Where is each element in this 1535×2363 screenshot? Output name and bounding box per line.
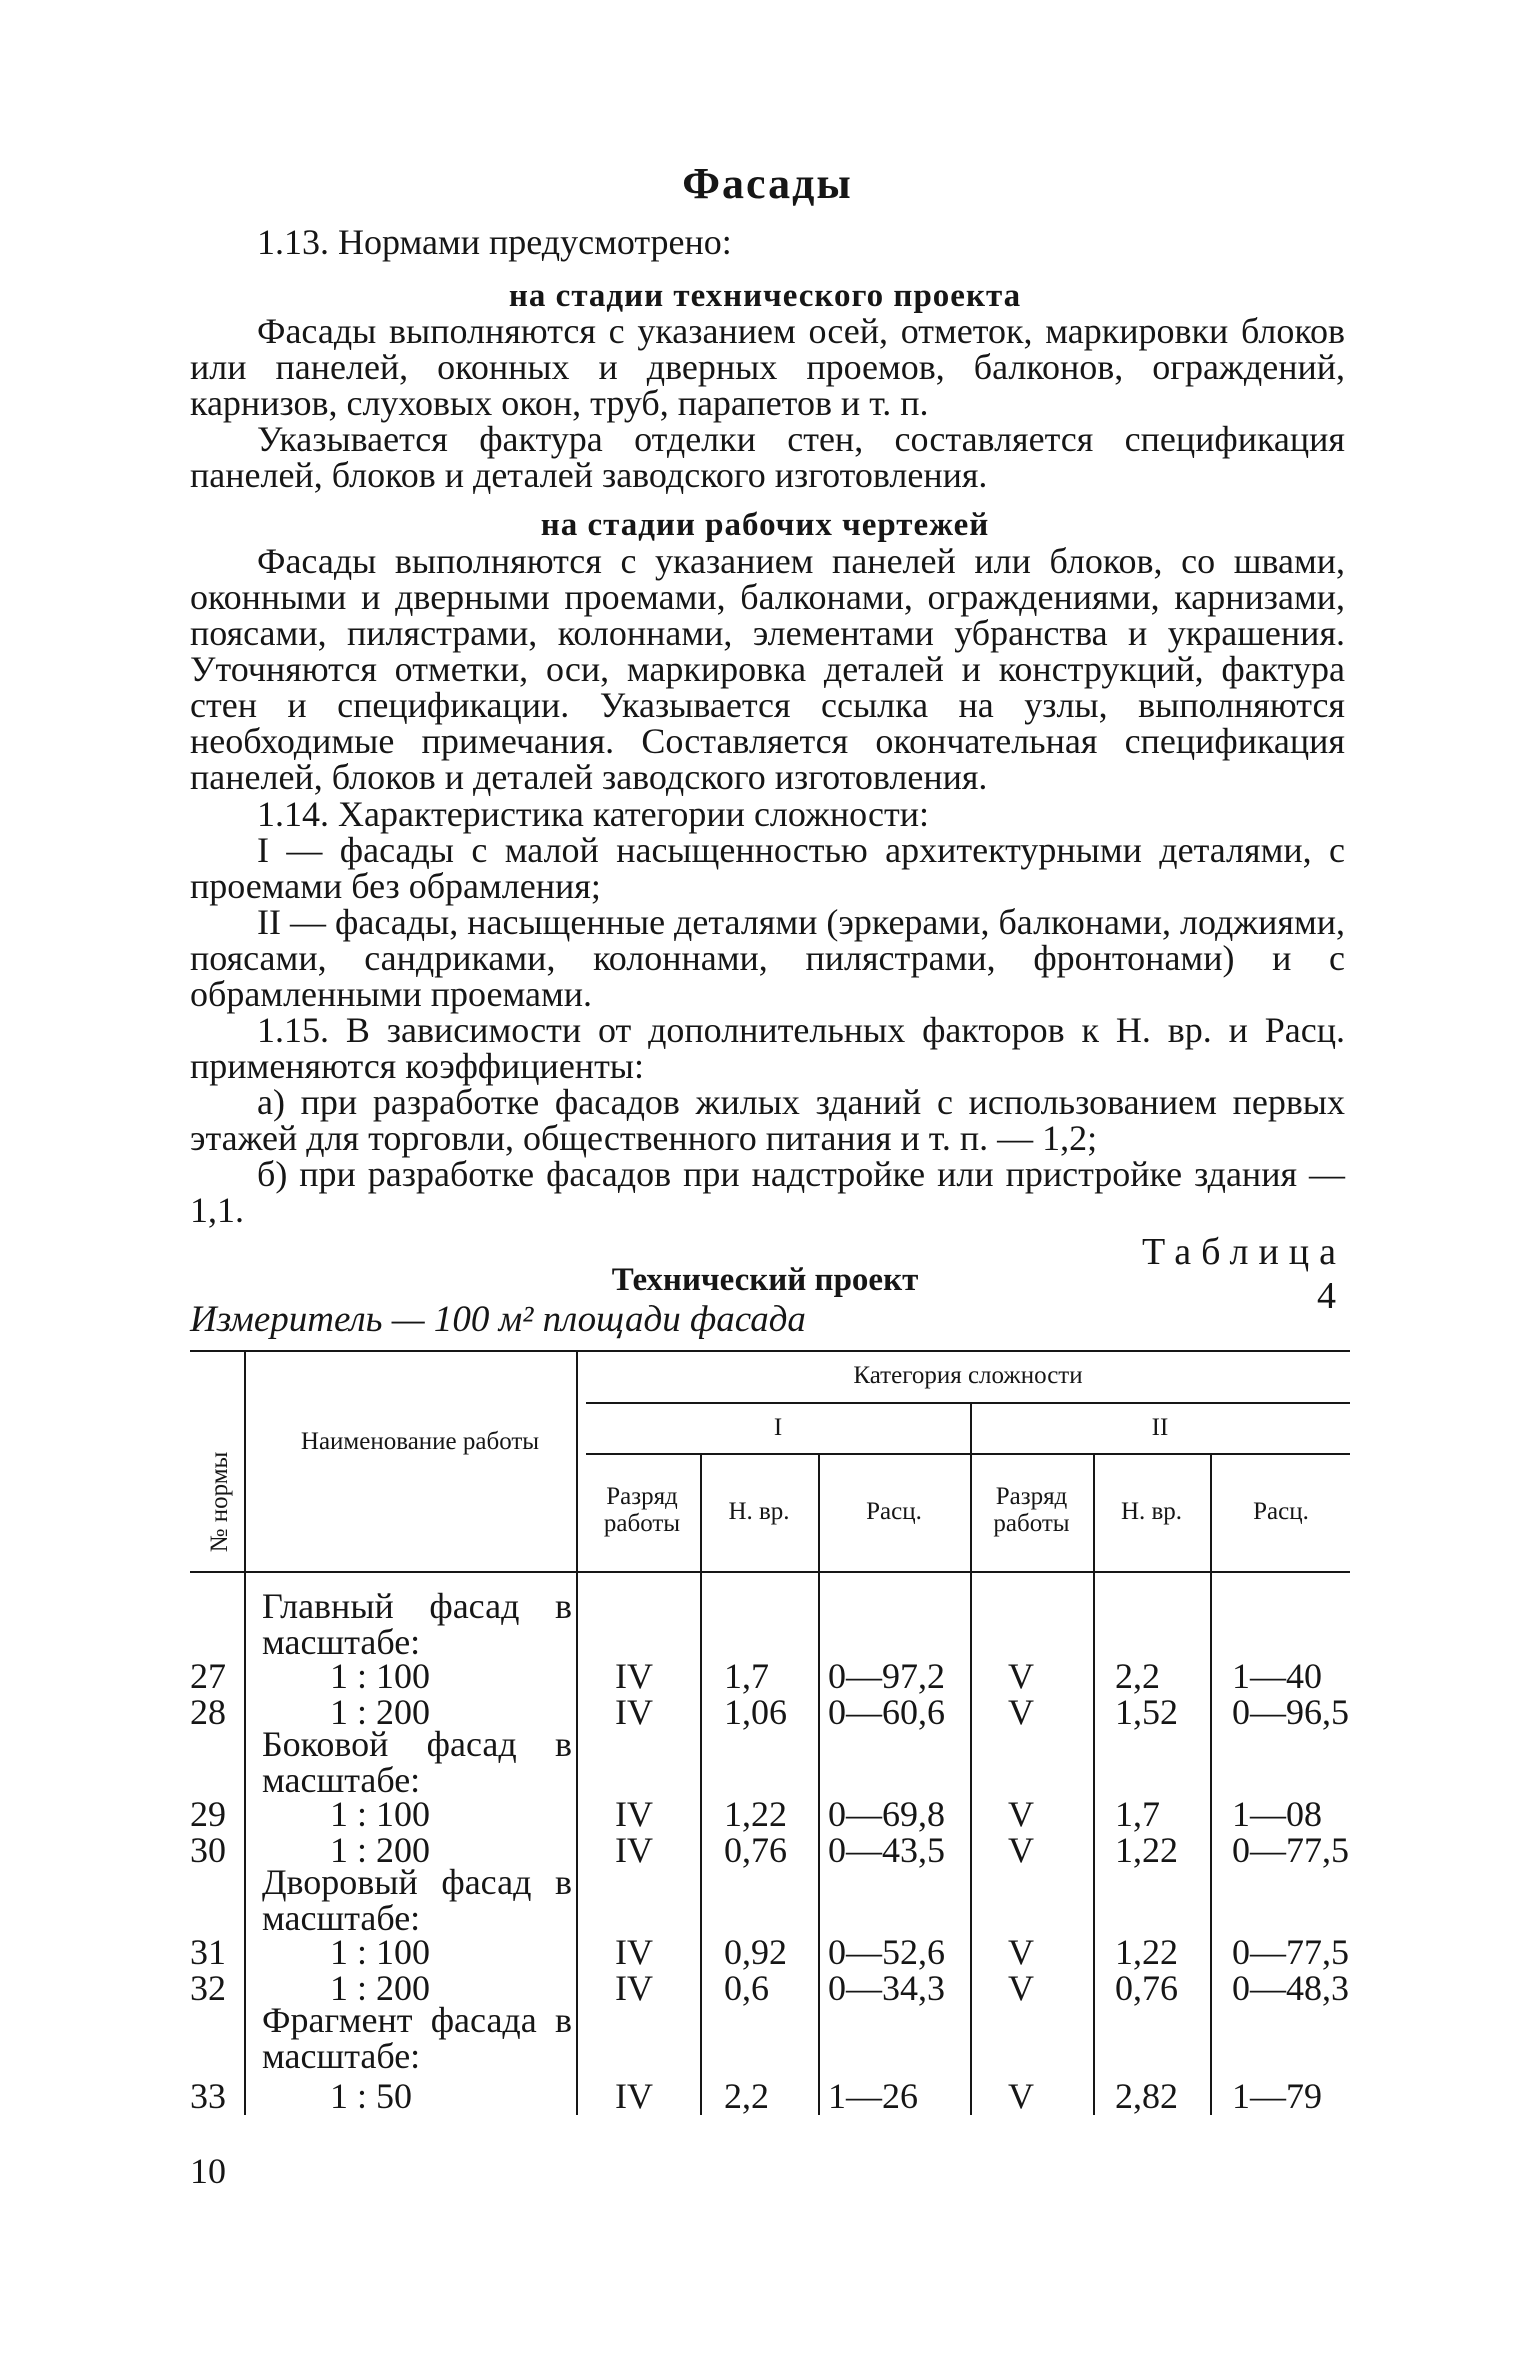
paragraph-coef-b: б) при разработке фасадов при надстройке или пристройке здания — 1,1.	[190, 1154, 1345, 1230]
header-time-1: Н. вр.	[728, 1498, 790, 1525]
page-number: 10	[190, 2151, 226, 2191]
col-divider-time-1	[700, 1453, 702, 2115]
col-divider-time-2	[1093, 1453, 1095, 2115]
subheading-technical-project: на стадии технического проекта	[508, 278, 1022, 314]
paragraph-category-2: II — фасады, насыщенные деталями (эркерами, балконами, лоджиями, поясами, сандриками, колоннами, пилястрами, фронтонами) и с обрамленными проемами.	[190, 902, 1345, 1014]
group-yard-facade: Дворовый фасад в масштабе:	[262, 1862, 572, 1938]
table-top-rule	[190, 1350, 1350, 1352]
header-work-name: Наименование работы	[300, 1428, 540, 1455]
table-header-rule	[190, 1571, 1350, 1573]
paragraph-1-14: 1.14. Характеристика категории сложности:	[257, 794, 930, 834]
header-time-2: Н. вр.	[1120, 1498, 1183, 1525]
col-divider-num	[244, 1350, 246, 2115]
header-price-1: Расц.	[866, 1498, 922, 1525]
col-divider-name	[576, 1350, 578, 2115]
header-category-2: II	[1151, 1414, 1169, 1441]
col-divider-price-1	[818, 1453, 820, 2115]
paragraph-working: Фасады выполняются с указанием панелей или блоков, со швами, оконными и дверными проемами, балконами, ограждениями, карнизами, поясами, пилястрами, колоннами, элементами убранства и украшения. Уточняются отметки, оси, маркировка деталей и конструкций, фактура стен и спецификации. Указывается ссылка на узлы, выполняются необходимые примечания. Составляется окончательная спецификация панелей, блоков и деталей заводского изготовления.	[190, 541, 1345, 797]
header-rank-1: Разряд работы	[603, 1483, 681, 1537]
paragraph-coef-a: а) при разработке фасадов жилых зданий с использованием первых этажей для торговли, общественного питания и т. п. — 1,2;	[190, 1082, 1345, 1158]
header-complexity-category: Категория сложности	[853, 1362, 1083, 1389]
col-divider-price-2	[1210, 1453, 1212, 2115]
group-facade-fragment: Фрагмент фасада в масштабе:	[262, 2000, 572, 2076]
paragraph-tech-1: Фасады выполняются с указанием осей, отметок, маркировки блоков или панелей, оконных и дверных проемов, балконов, ограждений, карнизов, слуховых окон, труб, парапетов и т. п.	[190, 311, 1345, 423]
table-number: Таблица 4	[1141, 1231, 1346, 1317]
header-category-1: I	[773, 1414, 783, 1441]
group-main-facade: Главный фасад в масштабе:	[262, 1586, 572, 1662]
paragraph-1-13: 1.13. Нормами предусмотрено:	[257, 222, 732, 262]
group-side-facade: Боковой фасад в масштабе:	[262, 1724, 572, 1800]
section-title: Фасады	[682, 159, 853, 208]
table-title: Технический проект	[611, 1262, 919, 1298]
paragraph-tech-2: Указывается фактура отделки стен, составляется спецификация панелей, блоков и деталей заводского изготовления.	[190, 419, 1345, 495]
paragraph-category-1: I — фасады с малой насыщенностью архитектурными деталями, с проемами без обрамления;	[190, 830, 1345, 906]
table-measure: Измеритель — 100 м² площади фасада	[190, 1299, 806, 1340]
category-rule	[586, 1402, 1350, 1404]
subheading-working-drawings: на стадии рабочих чертежей	[540, 507, 990, 543]
header-rank-2: Разряд работы	[993, 1483, 1070, 1537]
paragraph-1-15: 1.15. В зависимости от дополнительных факторов к Н. вр. и Расц. применяются коэффициенты:	[190, 1010, 1345, 1086]
header-price-2: Расц.	[1253, 1498, 1309, 1525]
header-norm-number: № нормы	[206, 1451, 233, 1553]
